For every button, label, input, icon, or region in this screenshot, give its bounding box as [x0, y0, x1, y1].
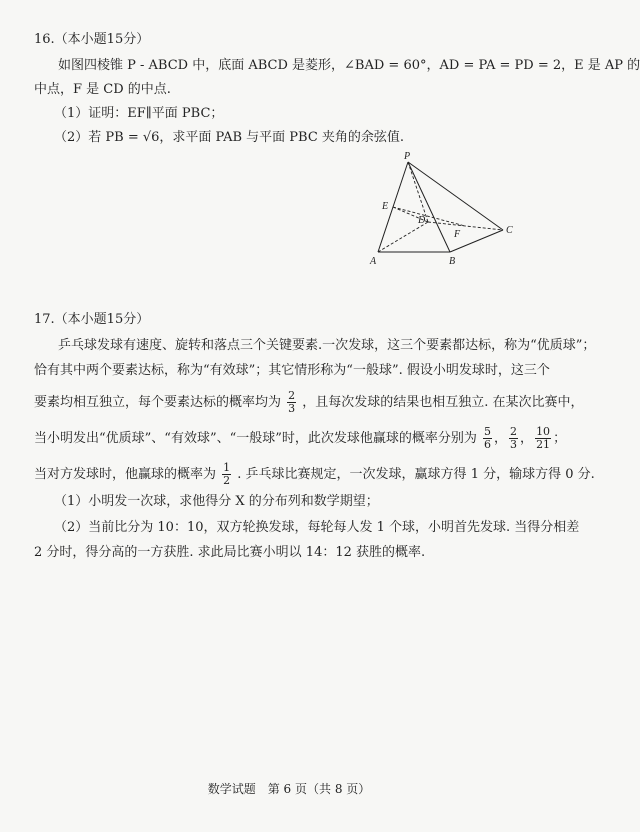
- fraction-denominator: 3: [510, 438, 518, 451]
- q17-line1: 乒乓球发球有速度、旋转和落点三个关键要素.一次发球，这三个要素都达标，称为“优质球”；: [58, 338, 596, 353]
- q17-line5: [34, 462, 595, 487]
- fraction-two-thirds-b: [509, 426, 518, 451]
- q17-part2-line2: 2 分时，得分高的一方获胜. 求此局比赛小明以 14：12 获胜的概率.: [34, 545, 426, 560]
- q17-line4: [34, 426, 566, 451]
- q17-header: 17.（本小题15分）: [34, 312, 150, 327]
- fraction-denominator: 3: [288, 402, 296, 415]
- q17-line5-a: 当对方发球时，他赢球的概率为: [34, 467, 217, 482]
- pyramid-figure: [368, 150, 518, 270]
- fraction-numerator: 2: [510, 425, 518, 438]
- q17-separator: ，: [520, 431, 534, 446]
- q16-part1: （1）证明：EF∥平面 PBC；: [54, 106, 224, 121]
- edge-AD: [378, 222, 428, 252]
- q16-stem-line1: 如图四棱锥 P - ABCD 中，底面 ABCD 是菱形，∠BAD = 60°，AD = PA = PD = 2，E 是 AP 的: [58, 58, 640, 73]
- label-C: C: [506, 225, 513, 236]
- q16-stem-line2: 中点，F 是 CD 的中点.: [34, 82, 171, 97]
- q17-part2-line1: （2）当前比分为 10：10，双方轮换发球，每轮每人发 1 个球，小明首先发球. 当得分相差: [54, 520, 580, 535]
- q17-part1: （1）小明发一次球，求他得分 X 的分布列和数学期望；: [54, 494, 379, 509]
- label-F: F: [454, 229, 461, 240]
- fraction-numerator: 2: [288, 389, 296, 402]
- fraction-five-sixths: [483, 426, 492, 451]
- q17-line5-b: . 乒乓球比赛规定，一次发球，赢球方得 1 分，输球方得 0 分.: [237, 467, 595, 482]
- fraction-ten-twentyfirsts: [535, 426, 551, 451]
- q16-part2: （2）若 PB = √6，求平面 PAB 与平面 PBC 夹角的余弦值.: [54, 130, 405, 145]
- page-footer: 数学试题 第 6 页（共 8 页）: [207, 782, 371, 796]
- label-E: E: [382, 201, 389, 212]
- q16-header: 16.（本小题15分）: [34, 32, 150, 47]
- q17-line3: [34, 390, 584, 415]
- fraction-numerator: 1: [223, 461, 231, 474]
- label-B: B: [449, 256, 456, 267]
- edge-PD: [408, 162, 428, 222]
- label-D: D: [418, 215, 426, 226]
- q17-line3-a: 要素均相互独立，每个要素达标的概率均为: [34, 395, 282, 410]
- fraction-two-thirds: [287, 390, 296, 415]
- label-P: P: [404, 151, 411, 162]
- fraction-numerator: 10: [536, 425, 551, 438]
- fraction-denominator: 2: [223, 474, 231, 487]
- q17-line4-b: ；: [553, 431, 567, 446]
- edge-PB: [408, 162, 450, 252]
- fraction-numerator: 5: [484, 425, 492, 438]
- fraction-denominator: 6: [484, 438, 492, 451]
- segment-EF: [393, 207, 465, 226]
- fraction-denominator: 21: [536, 438, 551, 451]
- q17-line2: 恰有其中两个要素达标，称为“有效球”；其它情形称为“一般球”. 假设小明发球时，这三个: [34, 363, 550, 378]
- q17-line3-b: ，且每次发球的结果也相互独立. 在某次比赛中，: [302, 395, 584, 410]
- label-A: A: [370, 256, 377, 267]
- fraction-one-half: [222, 462, 231, 487]
- q17-line4-a: 当小明发出“优质球”、“有效球”、“一般球”时，此次发球他赢球的概率分别为: [34, 431, 477, 446]
- q17-separator: ，: [494, 431, 508, 446]
